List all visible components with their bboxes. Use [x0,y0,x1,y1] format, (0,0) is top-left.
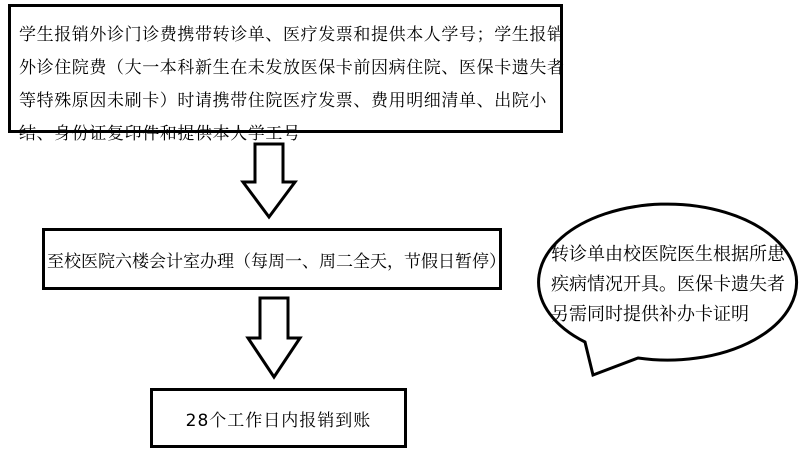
top-box-line-2: 外诊住院费（大一本科新生在未发放医保卡前因病住院、医保卡遗失者 [19,58,565,78]
down-block-arrow-2 [245,296,303,380]
top-box-line-3: 等特殊原因未刷卡）时请携带住院医疗发票、费用明细清单、出院小 [19,91,547,111]
callout-text [551,240,785,330]
step-payment-box [150,388,407,448]
step-office-box [42,228,506,290]
bottom-box-text: 28个工作日内报销到账 [185,410,372,431]
down-block-arrow-1 [240,142,298,220]
middle-box-text: 至校医院六楼会计室办理（每周一、周二全天，节假日暂停） [47,251,506,272]
top-box-line-1: 学生报销外诊门诊费携带转诊单、医疗发票和提供本人学号；学生报销 [19,25,565,45]
callout-line-3: 另需同时提供补办卡证明 [551,304,749,325]
callout-line-1: 转诊单由校医院医生根据所患 [551,244,785,265]
callout-line-2: 疾病情况开具。医保卡遗失者 [551,274,785,295]
top-box-line-4: 结、身份证复印件和提供本人学工号 [19,124,301,144]
step-requirements-box [8,4,565,144]
